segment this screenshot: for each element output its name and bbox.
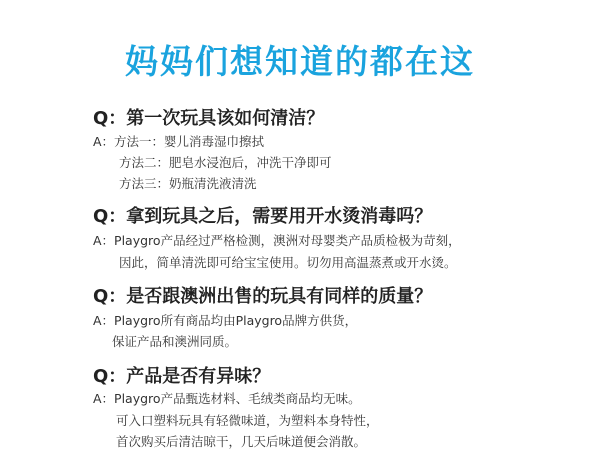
faq-question-1: Q：第一次玩具该如何清洁？ — [93, 108, 325, 129]
faq-question-4: Q：产品是否有异味？ — [93, 366, 271, 387]
faq-answer-1-line-3: 方法三：奶瓶清洗液清洗 — [119, 176, 257, 191]
faq-answer-2-line-1: A：Playgro产品经过严格检测，澳洲对母婴类产品质检极为苛刻， — [93, 233, 461, 248]
faq-question-3: Q：是否跟澳洲出售的玩具有同样的质量？ — [93, 286, 433, 307]
faq-answer-3-line-2: 保证产品和澳洲同质。 — [112, 334, 238, 349]
page-title: 妈妈们想知道的都在这 — [125, 42, 475, 81]
faq-answer-2-line-2: 因此，简单清洗即可给宝宝使用。切勿用高温蒸煮或开水烫。 — [119, 255, 457, 270]
faq-answer-4-line-3: 首次购买后清洁晾干，几天后味道便会消散。 — [116, 434, 367, 449]
faq-answer-1-line-2: 方法二：肥皂水浸泡后，冲洗干净即可 — [119, 155, 332, 170]
faq-answer-4-line-1: A：Playgro产品甄选材料、毛绒类商品均无味。 — [93, 391, 361, 406]
faq-answer-1-line-1: A：方法一：婴儿消毒湿巾擦拭 — [93, 134, 265, 149]
faq-answer-4-line-2: 可入口塑料玩具有轻微味道，为塑料本身特性， — [116, 413, 379, 428]
faq-question-2: Q：拿到玩具之后，需要用开水烫消毒吗？ — [93, 206, 433, 227]
faq-answer-3-line-1: A：Playgro所有商品均由Playgro品牌方供货， — [93, 313, 358, 328]
